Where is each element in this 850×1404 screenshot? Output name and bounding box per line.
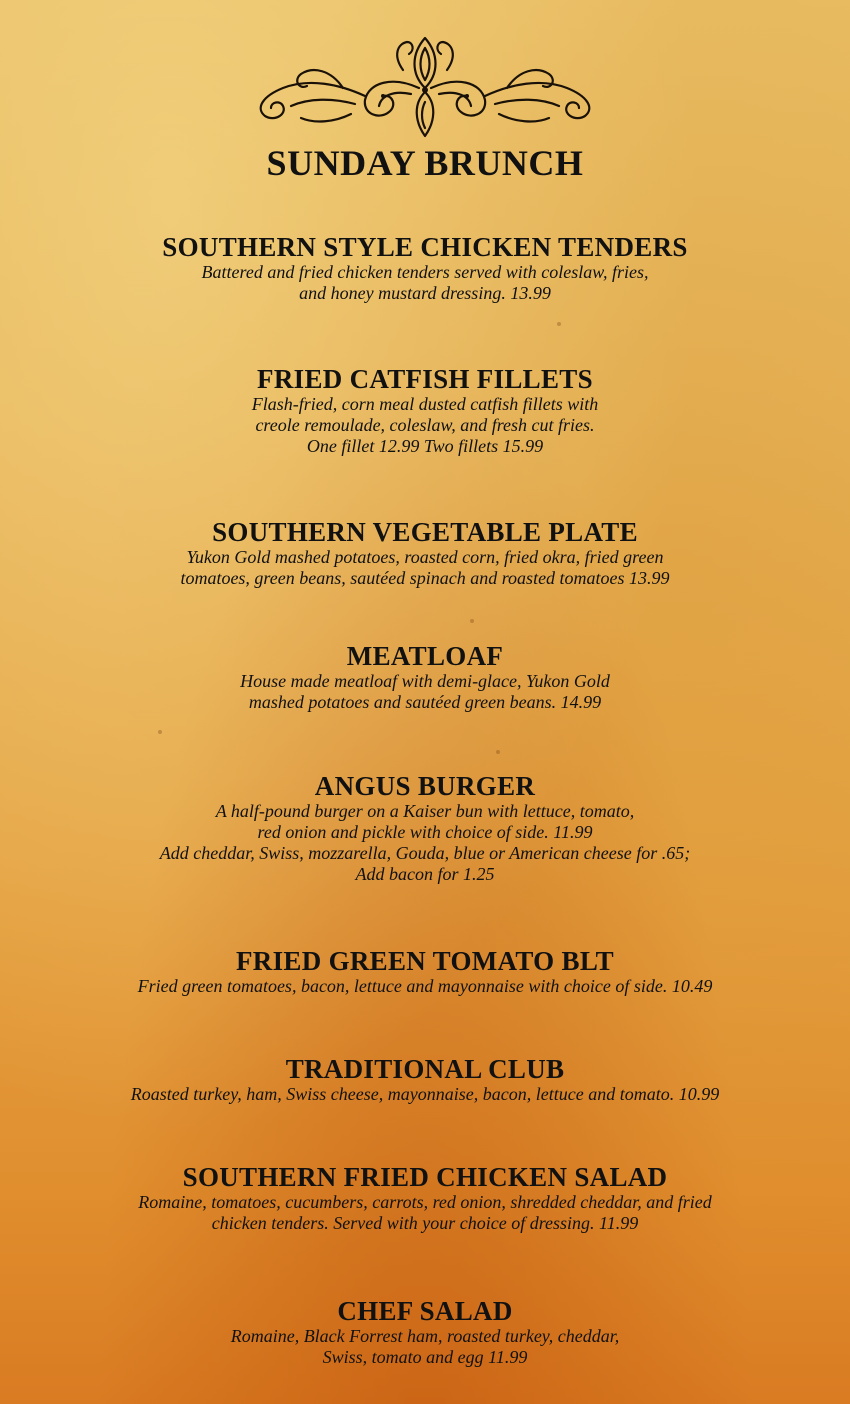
menu-item bbox=[0, 946, 850, 997]
item-description-line: Romaine, Black Forrest ham, roasted turkey, cheddar, bbox=[230, 1326, 620, 1346]
menu-item bbox=[0, 771, 850, 885]
item-name: FRIED GREEN TOMATO BLT bbox=[236, 946, 614, 976]
item-description-line: Fried green tomatoes, bacon, lettuce and mayonnaise with choice of side. 10.49 bbox=[137, 976, 713, 996]
item-description-line: Yukon Gold mashed potatoes, roasted corn, fried okra, fried green bbox=[186, 547, 664, 567]
item-description-line: Add bacon for 1.25 bbox=[355, 864, 495, 884]
item-description-line: creole remoulade, coleslaw, and fresh cut fries. bbox=[255, 415, 595, 435]
item-description-line: Battered and fried chicken tenders served with coleslaw, fries, bbox=[201, 262, 649, 282]
menu-item bbox=[0, 641, 850, 713]
item-name: SOUTHERN STYLE CHICKEN TENDERS bbox=[162, 232, 688, 262]
paper-speck bbox=[496, 750, 500, 754]
item-description-line: Swiss, tomato and egg 11.99 bbox=[322, 1347, 528, 1367]
menu-item bbox=[0, 1296, 850, 1368]
item-description-line: A half-pound burger on a Kaiser bun with lettuce, tomato, bbox=[215, 801, 635, 821]
menu-item bbox=[0, 1054, 850, 1105]
item-description-line: tomatoes, green beans, sautéed spinach and roasted tomatoes 13.99 bbox=[180, 568, 670, 588]
menu-title: SUNDAY BRUNCH bbox=[266, 143, 584, 183]
item-description-line: and honey mustard dressing. 13.99 bbox=[299, 283, 551, 303]
item-description-line: House made meatloaf with demi-glace, Yukon Gold bbox=[240, 671, 610, 691]
item-description-line: Add cheddar, Swiss, mozzarella, Gouda, blue or American cheese for .65; bbox=[159, 843, 691, 863]
item-description-line: Roasted turkey, ham, Swiss cheese, mayonnaise, bacon, lettuce and tomato. 10.99 bbox=[130, 1084, 720, 1104]
item-description-line: Romaine, tomatoes, cucumbers, carrots, red onion, shredded cheddar, and fried bbox=[138, 1192, 712, 1212]
menu-item bbox=[0, 517, 850, 589]
item-description-line: One fillet 12.99 Two fillets 15.99 bbox=[306, 436, 544, 456]
item-description-line: red onion and pickle with choice of side. 11.99 bbox=[257, 822, 593, 842]
item-name: CHEF SALAD bbox=[337, 1296, 513, 1326]
item-description-line: mashed potatoes and sautéed green beans. 14.99 bbox=[248, 692, 602, 712]
menu-item bbox=[0, 364, 850, 457]
item-name: FRIED CATFISH FILLETS bbox=[257, 364, 593, 394]
menu-item bbox=[0, 1162, 850, 1234]
item-name: ANGUS BURGER bbox=[314, 771, 536, 801]
paper-speck bbox=[158, 730, 162, 734]
item-name: TRADITIONAL CLUB bbox=[285, 1054, 565, 1084]
paper-speck bbox=[470, 619, 474, 623]
flourish-ornament bbox=[243, 30, 607, 142]
item-name: SOUTHERN VEGETABLE PLATE bbox=[212, 517, 638, 547]
menu-item bbox=[0, 232, 850, 304]
item-name: MEATLOAF bbox=[346, 641, 504, 671]
item-description-line: Flash-fried, corn meal dusted catfish fillets with bbox=[251, 394, 599, 414]
item-description-line: chicken tenders. Served with your choice of dressing. 11.99 bbox=[211, 1213, 639, 1233]
item-name: SOUTHERN FRIED CHICKEN SALAD bbox=[182, 1162, 668, 1192]
paper-speck bbox=[557, 322, 561, 326]
